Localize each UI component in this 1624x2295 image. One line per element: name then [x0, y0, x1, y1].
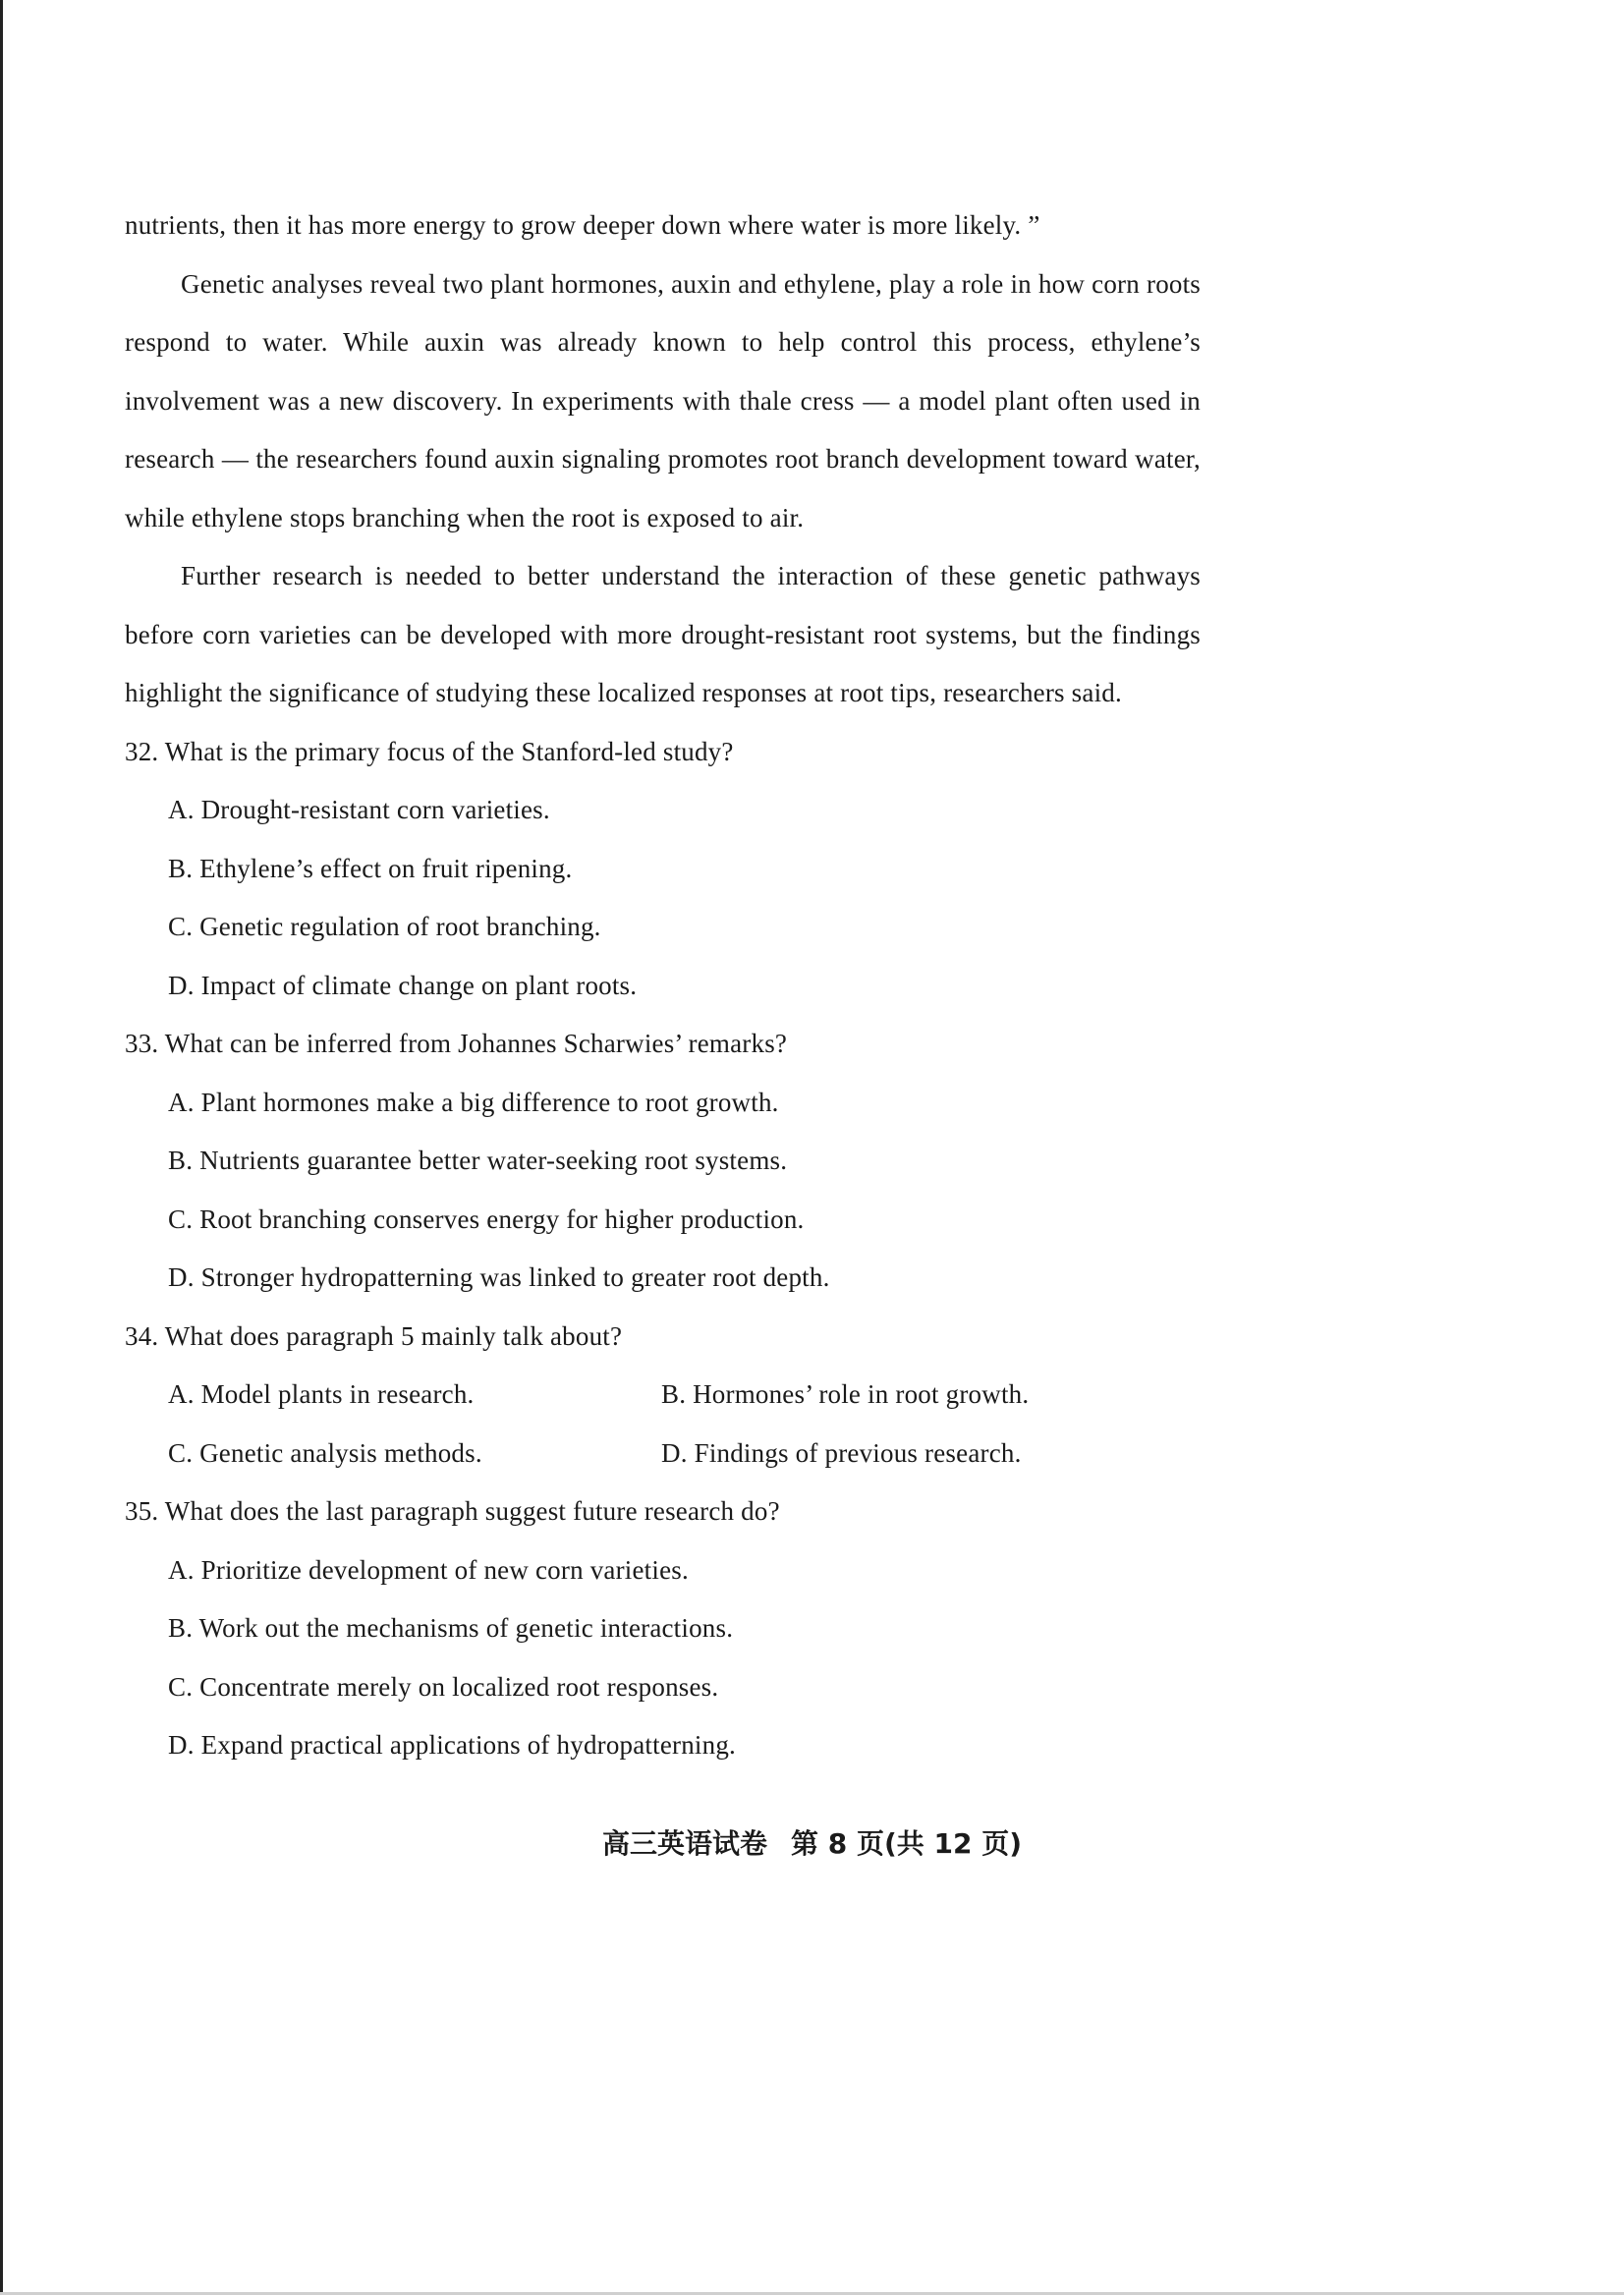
option-c: C. Root branching conserves energy for higher production.: [168, 1203, 805, 1234]
option-a: A. Plant hormones make a big difference to root growth.: [168, 1087, 779, 1117]
page-content: [125, 196, 1201, 1775]
question-stem: 35. What does the last paragraph suggest future research do?: [125, 1496, 780, 1526]
option-b: B. Work out the mechanisms of genetic interactions.: [168, 1613, 734, 1643]
question-stem: 32. What is the primary focus of the Stanford-led study?: [125, 736, 734, 766]
scan-left-edge: [0, 0, 3, 2295]
option-a: A. Drought-resistant corn varieties.: [168, 795, 550, 824]
question-35: [125, 1483, 1201, 1775]
option-d: D. Expand practical applications of hydropatterning.: [168, 1730, 736, 1760]
question-stem: 34. What does paragraph 5 mainly talk about?: [125, 1320, 623, 1351]
option-c: C. Genetic regulation of root branching.: [168, 912, 601, 941]
passage-continuation: nutrients, then it has more energy to grow deeper down where water is more likely. ”: [125, 210, 1040, 240]
paper-title: 高三英语试卷: [601, 1827, 767, 1860]
option-c: C. Genetic analysis methods.: [168, 1437, 482, 1468]
question-34: [125, 1308, 1201, 1483]
option-a: A. Model plants in research.: [168, 1379, 475, 1409]
option-d: D. Stronger hydropatterning was linked to greater root depth.: [168, 1262, 830, 1292]
page-number: 第 8 页(共 12 页): [790, 1827, 1023, 1860]
page-footer: [0, 1822, 1624, 1862]
option-b: B. Ethylene’s effect on fruit ripening.: [168, 853, 573, 883]
option-d: D. Impact of climate change on plant roots.: [168, 970, 638, 1000]
option-row-ab: [125, 1366, 1201, 1425]
passage-paragraph-5: Genetic analyses reveal two plant hormones, auxin and ethylene, play a role in how corn roots respond to water. While auxin was already known to help control this process, ethylene’s involvement was a new discovery. In experiments with thale cress — a model plant often used in research — the researchers found auxin signaling promotes root branch development toward water, while ethylene stops branching when the root is exposed to air.: [125, 268, 1201, 532]
question-33: [125, 1015, 1201, 1308]
question-stem: 33. What can be inferred from Johannes Scharwies’ remarks?: [125, 1029, 788, 1058]
option-b: B. Nutrients guarantee better water-seeking root systems.: [168, 1146, 788, 1175]
option-a: A. Prioritize development of new corn varieties.: [168, 1554, 689, 1585]
question-32: [125, 723, 1201, 1016]
option-d: D. Findings of previous research.: [661, 1437, 1022, 1468]
option-b: B. Hormones’ role in root growth.: [661, 1379, 1030, 1409]
option-row-cd: [125, 1425, 1201, 1483]
option-c: C. Concentrate merely on localized root responses.: [168, 1671, 719, 1702]
passage-paragraph-6: Further research is needed to better understand the interaction of these genetic pathways before corn varieties can be developed with more drought-resistant root systems, but the findings highlight the significance of studying these localized responses at root tips, researchers said.: [125, 561, 1201, 707]
